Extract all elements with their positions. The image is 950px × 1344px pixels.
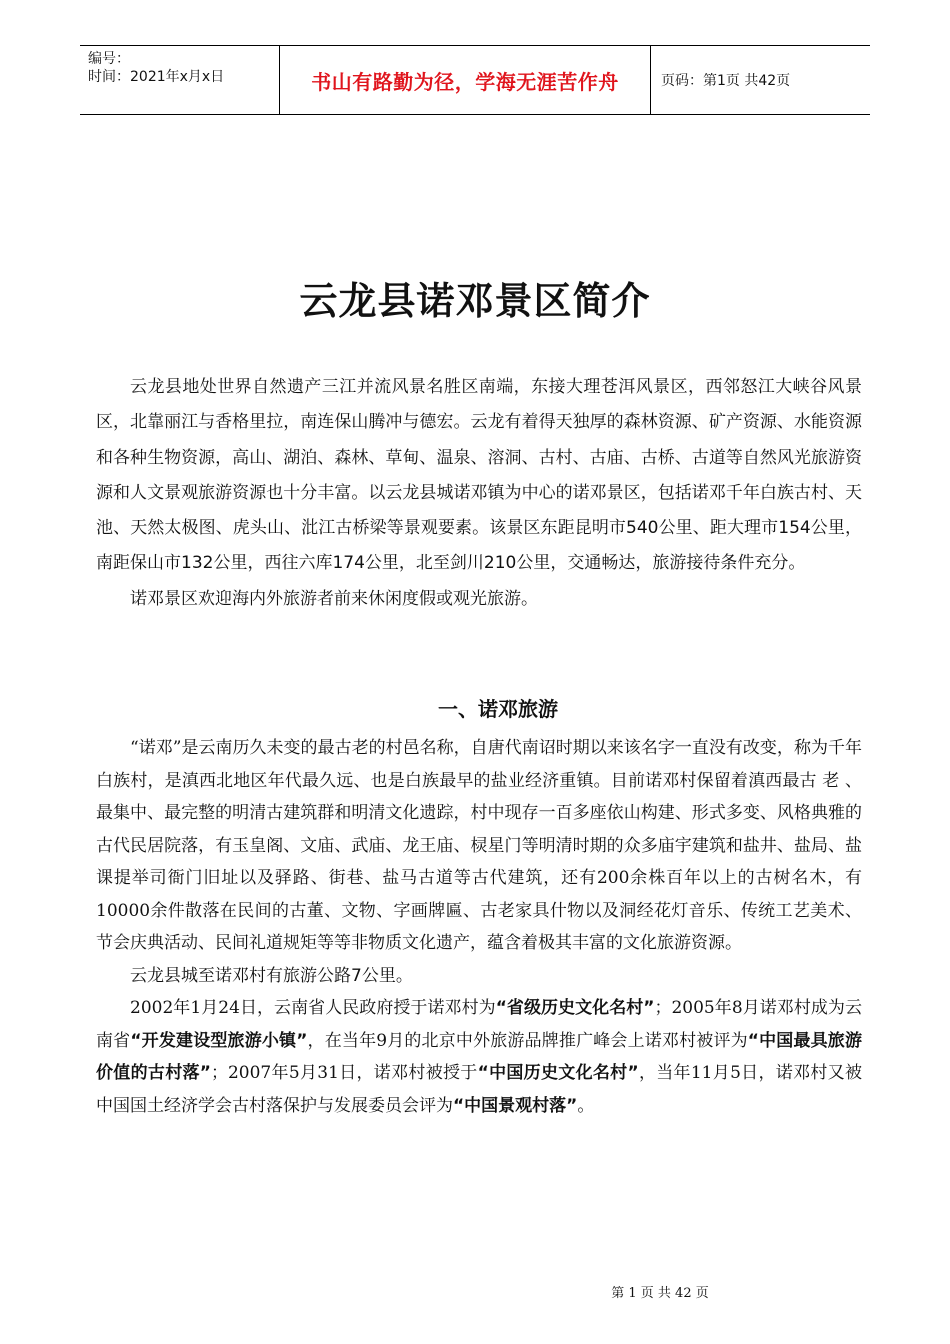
header-meta: [80, 46, 280, 114]
p3-text-e: ，在当年9月的北京中外旅游品牌推广峰会上诺邓村被评为: [307, 1030, 748, 1051]
intro-section: [96, 370, 862, 617]
page-header: [80, 45, 870, 115]
p3-text-k: 。: [577, 1095, 595, 1116]
document-title: 云龙县诺邓景区简介: [299, 278, 651, 323]
section-heading: 一、诺邓旅游: [438, 697, 558, 721]
section-paragraph-1: “诺邓”是云南历久未变的最古老的村邑名称，自唐代南诏时期以来该名字一直没有改变，称为千年白族村，是滇西北地区年代最久远、也是白族最早的盐业经济重镇。目前诺邓村保留着滇西最古 老 、 最集中、最完整的明清古建筑群和明清文化遗踪，村中现存一百多座依山构建、形式多变、风格典雅的古代民居院落，有玉皇阁、文庙、武庙、龙王庙、棂星门等明清时期的众多庙宇建筑和盐井、盐局、盐课提举司衙门旧址以及驿路、街巷、盐马古道等古代建筑，还有200余株百年以上的古树名木，有10000余件散落在民间的古董、文物、字画牌匾、古老家具什物以及洞经花灯音乐、传统工艺美术、节会庆典活动、民间礼道规矩等等非物质文化遗产，蕴含着极其丰富的文化旅游资源。: [96, 738, 862, 953]
time-label: 时间：2021年x月x日: [88, 69, 225, 85]
section-body: [96, 732, 862, 1122]
number-label: 编号：: [88, 51, 130, 67]
intro-paragraph-2: 诺邓景区欢迎海内外旅游者前来休闲度假或观光旅游。: [130, 588, 538, 609]
header-page-info: 页码：第1页 共42页: [661, 73, 791, 89]
intro-paragraph-1: 云龙县地处世界自然遗产三江并流风景名胜区南端，东接大理苍洱风景区，西邻怒江大峡谷风景区，北靠丽江与香格里拉，南连保山腾冲与德宏。云龙有着得天独厚的森林资源、矿产资源、水能资源和各种生物资源，高山、湖泊、森林、草甸、温泉、溶洞、古村、古庙、古桥、古道等自然风光旅游资源和人文景观旅游资源也十分丰富。以云龙县城诺邓镇为中心的诺邓景区，包括诺邓千年白族古村、天池、天然太极图、虎头山、沘江古桥梁等景观要素。该景区东距昆明市540公里、距大理市154公里，南距保山市132公里，西往六库174公里，北至剑川210公里，交通畅达，旅游接待条件充分。: [96, 377, 862, 574]
p3-honor-5: “中国景观村落”: [453, 1095, 578, 1116]
p3-honor-2: “开发建设型旅游小镇”: [130, 1030, 308, 1051]
section-paragraph-3: [96, 992, 862, 1122]
p3-text-i: ，当年11月5日，诺邓村又被中国国土经济学会古村落保护与发展委员会评为: [96, 1063, 862, 1116]
p3-text-c: ；2005年8月诺邓村成为云南省: [96, 998, 862, 1051]
p3-text-g: ；2007年5月31日，诺邓村被授于: [210, 1063, 478, 1083]
header-motto: 书山有路勤为径，学海无涯苦作舟: [280, 46, 651, 114]
section-paragraph-2: 云龙县城至诺邓村有旅游公路7公里。: [130, 965, 413, 986]
page-footer: 第 1 页 共 42 页: [611, 1286, 709, 1301]
p3-honor-4: “中国历史文化名村”: [477, 1063, 639, 1083]
p3-text-a: 2002年1月24日，云南省人民政府授于诺邓村为: [130, 998, 496, 1018]
p3-honor-3: “中国最具旅游价值的古村落”: [96, 1030, 862, 1083]
p3-honor-1: “省级历史文化名村”: [495, 998, 655, 1018]
